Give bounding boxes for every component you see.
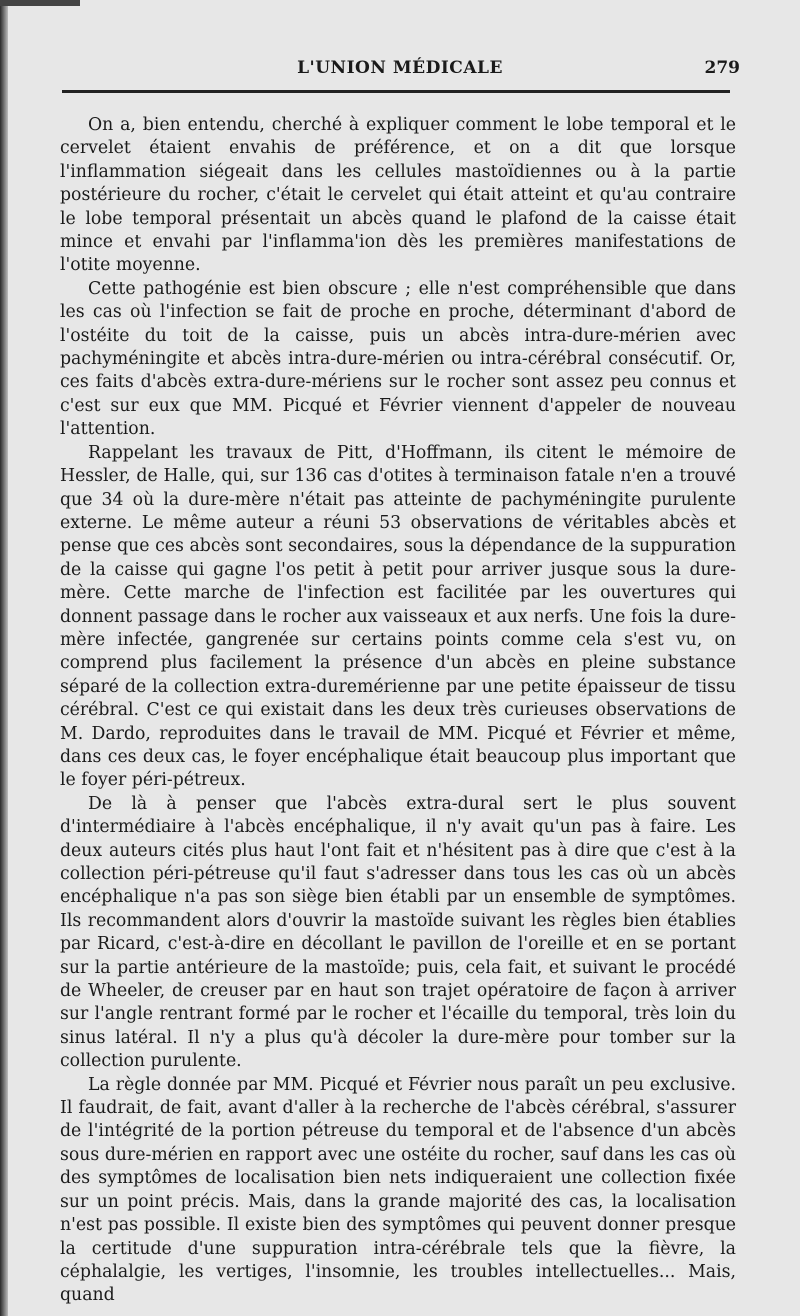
header-rule — [62, 90, 730, 93]
page-number: 279 — [704, 58, 740, 78]
binding-shadow — [0, 0, 8, 1316]
page-header — [60, 56, 740, 86]
article-body — [60, 114, 736, 1308]
paragraph-1: On a, bien entendu, cherché à expliquer comment le lobe temporal et le cervelet étaient envahis de préférence, et on a dit que lorsque l'inflammation siégeait dans les cellules mastoïdiennes ou à la partie postérieure du rocher, c'était le cervelet qui était atteint et qu'au contraire le lobe temporal présentait un abcès quand le plafond de la caisse était mince et envahi par l'inflamma'ion dès les premières manifestations de l'otite moyenne. — [60, 115, 736, 276]
page-corner-mark — [0, 0, 80, 6]
paragraph-4: De là à penser que l'abcès extra-dural sert le plus souvent d'intermédiaire à l'abcès encéphalique, il n'y avait qu'un pas à faire. Les deux auteurs cités plus haut l'ont fait et n'hésitent pas à dire que c'est à la collection péri-pétreuse qu'il faut s'adresser dans tous les cas où un abcès encéphalique n'a pas son siège bien établi par un ensemble de symptômes. Ils recommandent alors d'ouvrir la mastoïde suivant les règles bien établies par Ricard, c'est-à-dire en décollant le pavillon de l'oreille et en se portant sur la partie antérieure de la mastoïde; puis, cela fait, et suivant le procédé de Wheeler, de creuser par en haut son trajet opératoire de façon à arriver sur l'angle rentrant formé par le rocher et l'écaille du temporal, très loin du sinus latéral. Il n'y a plus qu'à décoler la dure-mère pour tomber sur la collection purulente. — [60, 793, 736, 1072]
paragraph-2: Cette pathogénie est bien obscure ; elle n'est compréhensible que dans les cas où l'infection se fait de proche en proche, déterminant d'abord de l'ostéite du toit de la caisse, puis un abcès intra-dure-mérien avec pachyméningite et abcès intra-dure-mérien ou intra-cérébral consécutif. Or, ces faits d'abcès extra-dure-mériens sur le rocher sont assez peu connus et c'est sur eux que MM. Picqué et Février viennent d'appeler de nouveau l'attention. — [60, 278, 736, 440]
running-title: L'UNION MÉDICALE — [297, 58, 503, 78]
paragraph-5: La règle donnée par MM. Picqué et Février nous paraît un peu exclusive. Il faudrait, de fait, avant d'aller à la recherche de l'abcès cérébral, s'assurer de l'intégrité de la portion pétreuse du temporal et de l'absence d'un abcès sous dure-mérien en rapport avec une ostéite du rocher, sauf dans les cas où des symptômes de localisation bien nets indiqueraient une collection fixée sur un point précis. Mais, dans la grande majorité des cas, la localisation n'est pas possible. Il existe bien des symptômes qui peuvent donner presque la certitude d'une suppuration intra-cérébrale tels que la fièvre, la céphalalgie, les vertiges, l'insomnie, les troubles intellectuelles... Mais, quand — [60, 1074, 736, 1306]
paragraph-3: Rappelant les travaux de Pitt, d'Hoffmann, ils citent le mémoire de Hessler, de Halle, qui, sur 136 cas d'otites à terminaison fatale n'en a trouvé que 34 où la dure-mère n'était pas atteinte de pachyméningite purulente externe. Le même auteur a réuni 53 observations de véritables abcès et pense que ces abcès sont secondaires, sous la dépendance de la suppuration de la caisse qui gagne l'os petit à petit pour arriver jusque sous la dure-mère. Cette marche de l'infection est facilitée par les ouvertures qui donnent passage dans le rocher aux vaisseaux et aux nerfs. Une fois la dure-mère infectée, gangrenée sur certains points comme cela s'est vu, on comprend plus facilement la présence d'un abcès en pleine substance séparé de la collection extra-duremérienne par une petite épaisseur de tissu cérébral. C'est ce qui existait dans les deux très curieuses observations de M. Dardo, reproduites dans le travail de MM. Picqué et Février et même, dans ces deux cas, le foyer encéphalique était beaucoup plus important que le foyer péri-pétreux. — [60, 442, 736, 791]
